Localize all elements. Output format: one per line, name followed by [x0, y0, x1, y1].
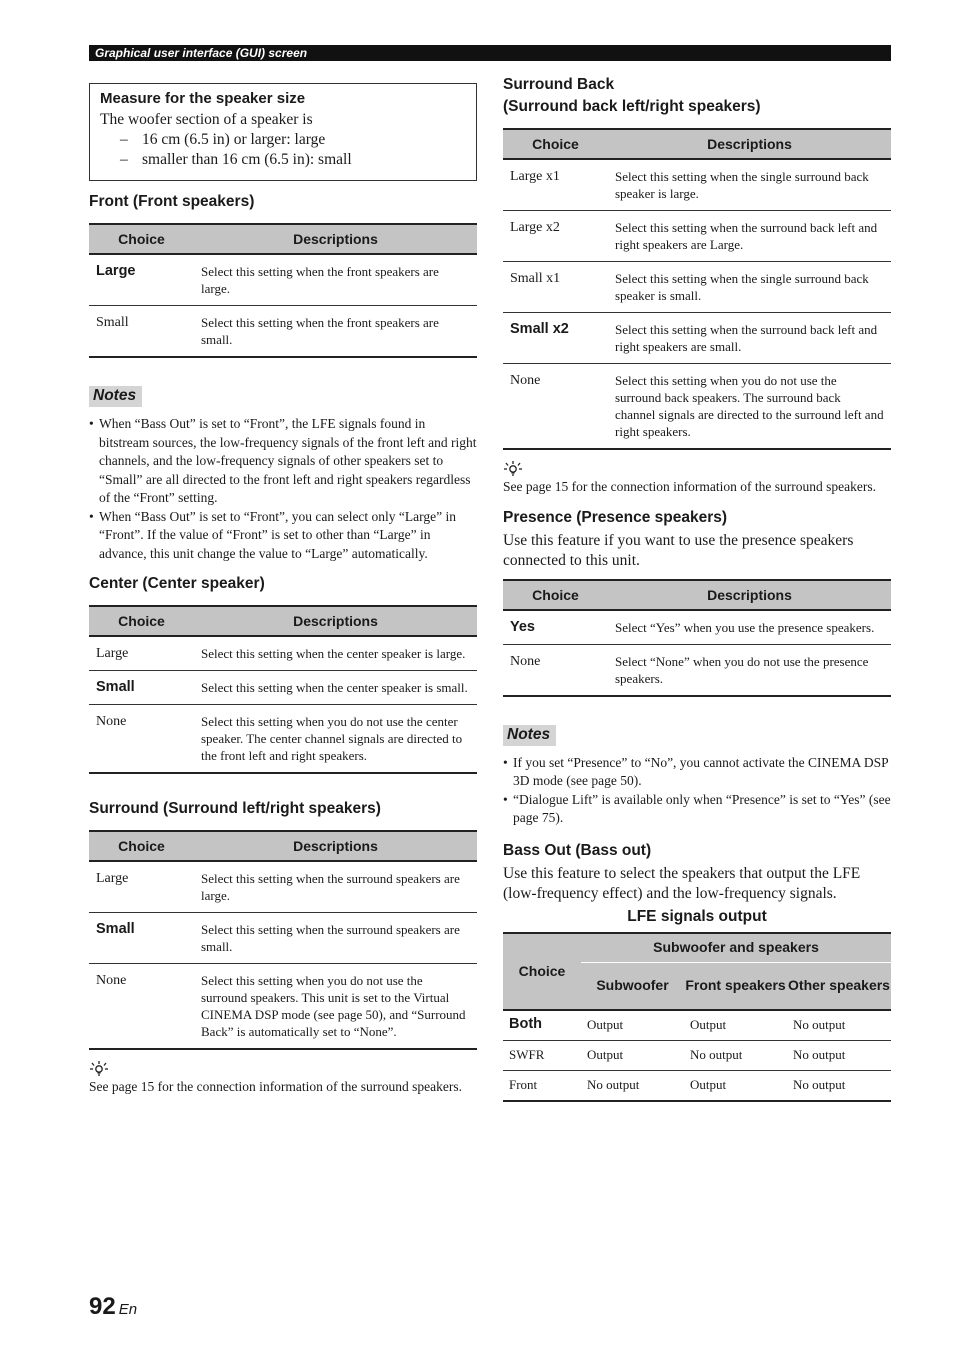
- table-row: [89, 913, 477, 964]
- bass-out-heading: Bass Out (Bass out): [503, 841, 652, 859]
- choice-cell: Large: [89, 636, 194, 671]
- table-row: [503, 610, 891, 645]
- notes-label: Notes: [89, 386, 142, 407]
- table-row: [503, 1070, 891, 1101]
- front-heading: Front (Front speakers): [89, 193, 255, 210]
- description-cell: Select this setting when the surround back left and right speakers are small.: [608, 313, 891, 364]
- subwoofer-and-speakers-header: Subwoofer and speakers: [581, 933, 891, 963]
- choice-cell: Front: [503, 1070, 581, 1101]
- measure-box: [89, 83, 477, 181]
- table-row: [89, 636, 477, 671]
- choice-header: Choice: [89, 831, 194, 861]
- table-row: [503, 262, 891, 313]
- description-cell: Select “Yes” when you use the presence speakers.: [608, 610, 891, 645]
- bass-out-intro: Use this feature to select the speakers that output the LFE (low-frequency effect) and the low-frequency signals.: [503, 864, 861, 902]
- table-row: [89, 861, 477, 913]
- description-cell: Select this setting when the surround speakers are large.: [194, 861, 477, 913]
- table-row: [503, 1040, 891, 1070]
- measure-list: [100, 130, 466, 170]
- left-column: [89, 83, 477, 1107]
- surround-back-heading: [503, 74, 891, 118]
- tip-text: See page 15 for the connection information of the surround speakers.: [503, 479, 877, 494]
- surround-heading: Surround (Surround left/right speakers): [89, 800, 381, 817]
- choice-header: Choice: [503, 580, 608, 610]
- measure-title: Measure for the speaker size: [100, 90, 306, 107]
- choice-cell: SWFR: [503, 1040, 581, 1070]
- page-number: [89, 1293, 137, 1321]
- description-cell: Select this setting when you do not use the surround speakers. This unit is set to the Virtual CINEMA DSP mode (see page 50), and “Surround Back” is automatically set to “None”.: [194, 964, 477, 1050]
- description-cell: Select this setting when you do not use the surround back speakers. The surround back channel signals are directed to the surround left and right speakers.: [608, 364, 891, 450]
- surround-back-title: Surround Back: [503, 76, 615, 93]
- section-header-title: Graphical user interface (GUI) screen: [95, 46, 308, 60]
- presence-table: [503, 579, 891, 697]
- lfe-table-caption: LFE signals output: [627, 907, 767, 925]
- table-row: [503, 159, 891, 211]
- description-cell: Select this setting when the center speaker is small.: [194, 671, 477, 705]
- surround-table: [89, 830, 477, 1050]
- tip-lightbulb-icon: [503, 460, 523, 476]
- description-cell: Select this setting when the front speakers are large.: [194, 254, 477, 306]
- table-row: [89, 705, 477, 774]
- choice-cell: Yes: [503, 610, 608, 645]
- choice-cell: Both: [503, 1010, 581, 1041]
- choice-cell: None: [503, 364, 608, 450]
- description-cell: Select “None” when you do not use the presence speakers.: [608, 644, 891, 696]
- page-language: En: [118, 1301, 138, 1318]
- descriptions-header: Descriptions: [194, 606, 477, 636]
- note-item: • When “Bass Out” is set to “Front”, you can select only “Large” in “Front”. If the value of “Front” is set to other than “Large” in advance, this unit change the value to “Large” automatically.: [89, 508, 477, 564]
- list-item: – smaller than 16 cm (6.5 in): small: [120, 150, 466, 170]
- description-cell: Select this setting when the single surround back speaker is large.: [608, 159, 891, 211]
- descriptions-header: Descriptions: [608, 580, 891, 610]
- presence-heading: Presence (Presence speakers): [503, 508, 728, 526]
- table-row: [503, 1010, 891, 1041]
- choice-cell: Large x2: [503, 211, 608, 262]
- tip-lightbulb-icon: [89, 1060, 109, 1076]
- choice-header: Choice: [503, 933, 581, 1010]
- choice-cell: Small: [89, 306, 194, 358]
- table-row: [503, 211, 891, 262]
- table-row: [89, 306, 477, 358]
- other-cell: No output: [787, 1040, 891, 1070]
- choice-cell: None: [89, 705, 194, 774]
- subwoofer-header: Subwoofer: [581, 962, 684, 1010]
- table-row: [503, 313, 891, 364]
- choice-cell: Small x2: [503, 313, 608, 364]
- other-speakers-header: Other speakers: [787, 962, 891, 1010]
- notes-list: [89, 415, 477, 563]
- descriptions-header: Descriptions: [194, 224, 477, 254]
- choice-header: Choice: [89, 606, 194, 636]
- choice-header: Choice: [89, 224, 194, 254]
- choice-cell: None: [503, 644, 608, 696]
- note-item: • “Dialogue Lift” is available only when “Presence” is set to “Yes” (see page 75).: [503, 791, 891, 828]
- front-table: [89, 223, 477, 358]
- choice-cell: Small x1: [503, 262, 608, 313]
- descriptions-header: Descriptions: [608, 129, 891, 159]
- description-cell: Select this setting when the surround speakers are small.: [194, 913, 477, 964]
- table-row: [89, 964, 477, 1050]
- other-cell: No output: [787, 1010, 891, 1041]
- right-column: [503, 74, 891, 1102]
- description-cell: Select this setting when the surround back left and right speakers are Large.: [608, 211, 891, 262]
- lfe-table: [503, 932, 891, 1102]
- front-speakers-header: Front speakers: [684, 962, 787, 1010]
- other-cell: No output: [787, 1070, 891, 1101]
- center-heading: Center (Center speaker): [89, 575, 265, 592]
- center-table: [89, 605, 477, 774]
- page-number-value: 92: [89, 1293, 116, 1320]
- description-cell: Select this setting when the single surround back speaker is small.: [608, 262, 891, 313]
- choice-cell: Large x1: [503, 159, 608, 211]
- subwoofer-cell: Output: [581, 1040, 684, 1070]
- description-cell: Select this setting when you do not use the center speaker. The center channel signals are directed to the front left and right speakers.: [194, 705, 477, 774]
- choice-cell: Large: [89, 861, 194, 913]
- subwoofer-cell: No output: [581, 1070, 684, 1101]
- subwoofer-cell: Output: [581, 1010, 684, 1041]
- description-cell: Select this setting when the front speakers are small.: [194, 306, 477, 358]
- notes-list: [503, 754, 891, 828]
- choice-cell: None: [89, 964, 194, 1050]
- choice-header: Choice: [503, 129, 608, 159]
- notes-label: Notes: [503, 725, 556, 746]
- table-row: [503, 644, 891, 696]
- surround-back-table: [503, 128, 891, 450]
- choice-cell: Small: [89, 671, 194, 705]
- tip-text: See page 15 for the connection information of the surround speakers.: [89, 1079, 463, 1094]
- front-cell: Output: [684, 1070, 787, 1101]
- surround-back-subtitle: (Surround back left/right speakers): [503, 98, 761, 115]
- table-row: [89, 254, 477, 306]
- list-item: – 16 cm (6.5 in) or larger: large: [120, 130, 466, 150]
- choice-cell: Large: [89, 254, 194, 306]
- front-cell: Output: [684, 1010, 787, 1041]
- note-item: • When “Bass Out” is set to “Front”, the LFE signals found in bitstream sources, the low-frequency signals of the front left and right channels, and the low-frequency signals of other speakers set to “Small” are all directed to the front left and right speakers regardless of the “Front” setting.: [89, 415, 477, 508]
- table-row: [89, 671, 477, 705]
- table-row: [503, 364, 891, 450]
- front-cell: No output: [684, 1040, 787, 1070]
- descriptions-header: Descriptions: [194, 831, 477, 861]
- choice-cell: Small: [89, 913, 194, 964]
- description-cell: Select this setting when the center speaker is large.: [194, 636, 477, 671]
- measure-text: The woofer section of a speaker is: [100, 111, 313, 128]
- section-header-bar: [89, 45, 891, 61]
- presence-intro: Use this feature if you want to use the presence speakers connected to this unit.: [503, 531, 854, 569]
- note-item: • If you set “Presence” to “No”, you cannot activate the CINEMA DSP 3D mode (see page 50).: [503, 754, 891, 791]
